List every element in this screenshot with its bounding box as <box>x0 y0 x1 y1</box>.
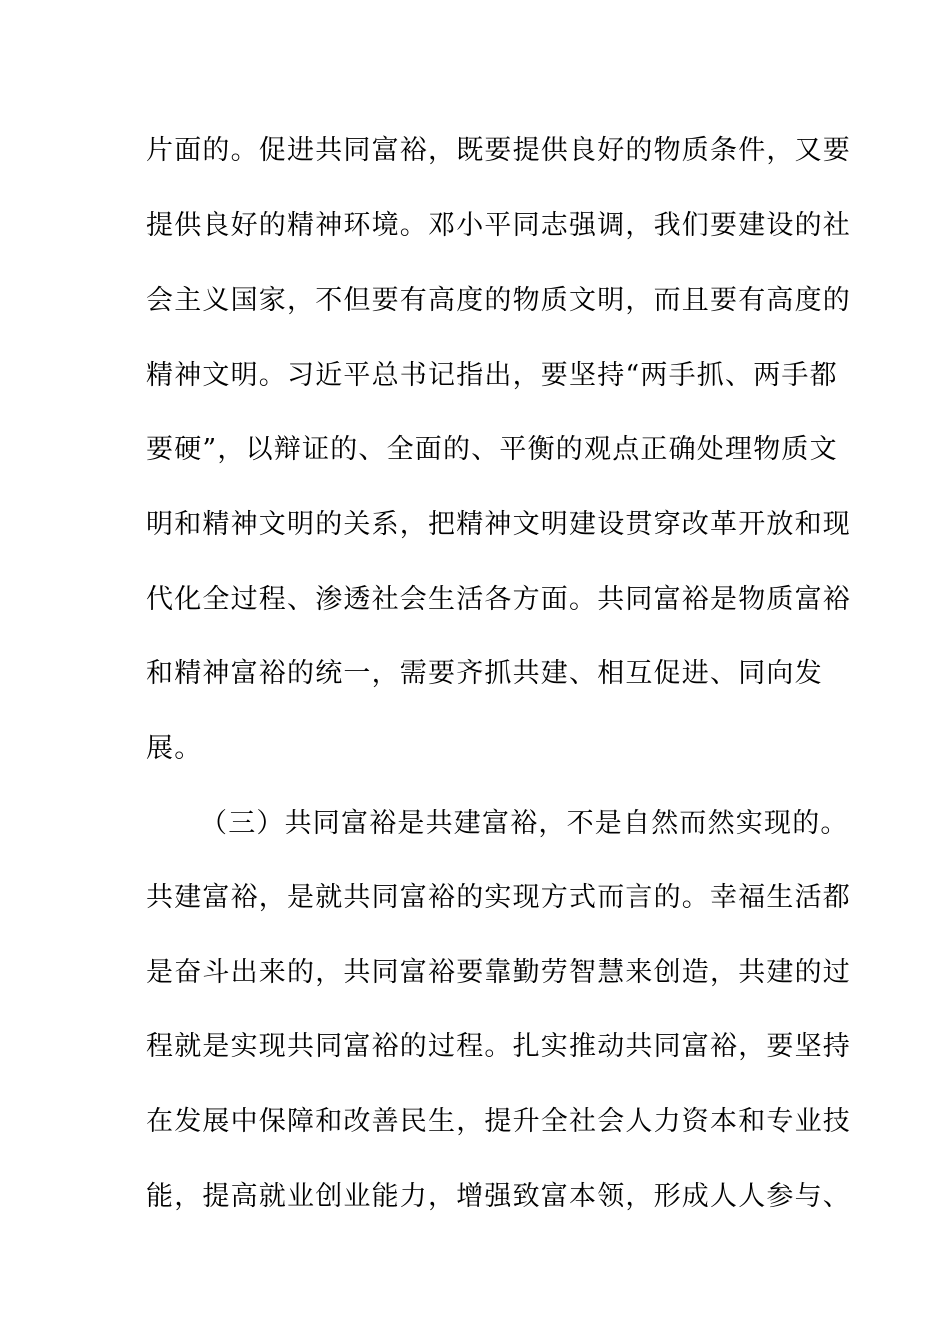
paragraph-line: 提供良好的精神环境。邓小平同志强调，我们要建设的社 <box>146 210 851 241</box>
paragraph-line: 在发展中保障和改善民生，提升全社会人力资本和专业技 <box>146 1106 851 1137</box>
paragraph-line: 片面的。促进共同富裕，既要提供良好的物质条件，又要 <box>146 135 851 166</box>
paragraph-line: 能，提高就业创业能力，增强致富本领，形成人人参与、 <box>146 1181 851 1212</box>
paragraph-line: 展。 <box>146 733 203 764</box>
paragraph-line: 共建富裕，是就共同富裕的实现方式而言的。幸福生活都 <box>146 882 851 913</box>
paragraph-line: 是奋斗出来的，共同富裕要靠勤劳智慧来创造，共建的过 <box>146 957 851 988</box>
paragraph-line: 程就是实现共同富裕的过程。扎实推动共同富裕，要坚持 <box>146 1031 851 1062</box>
paragraph-line: 精神文明。习近平总书记指出，要坚持“两手抓、两手都 <box>146 360 838 391</box>
paragraph-line: 代化全过程、渗透社会生活各方面。共同富裕是物质富裕 <box>146 584 851 615</box>
paragraph-line: 和精神富裕的统一，需要齐抓共建、相互促进、同向发 <box>146 658 823 689</box>
paragraph-line: 会主义国家，不但要有高度的物质文明，而且要有高度的 <box>146 285 851 316</box>
section-heading-line: （三）共同富裕是共建富裕，不是自然而然实现的。 <box>200 808 849 839</box>
paragraph-line: 明和精神文明的关系，把精神文明建设贯穿改革开放和现 <box>146 509 851 540</box>
paragraph-line: 要硬”，以辩证的、全面的、平衡的观点正确处理物质文 <box>146 434 838 465</box>
